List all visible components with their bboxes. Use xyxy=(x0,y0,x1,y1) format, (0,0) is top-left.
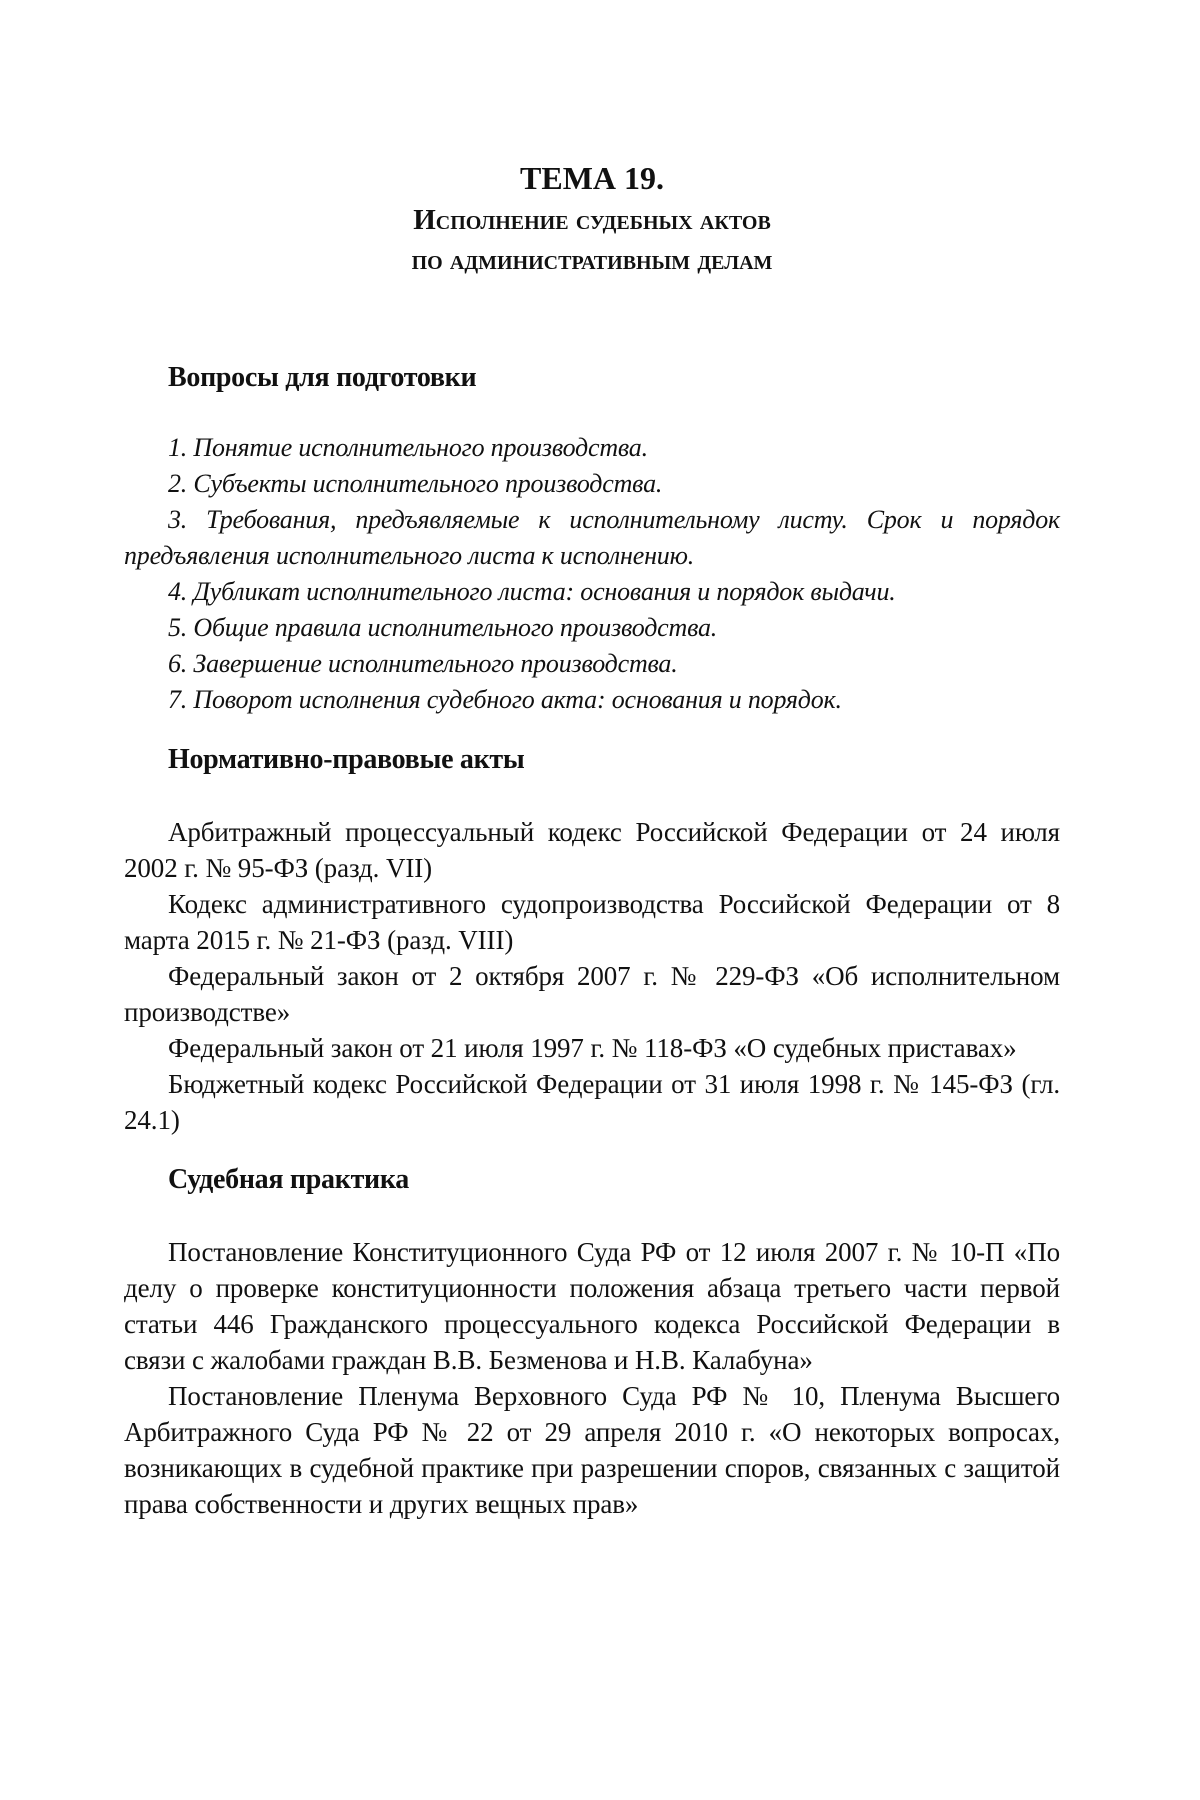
normative-act-item: Бюджетный кодекс Российской Федерации от 31 июля 1998 г. № 145-ФЗ (гл. 24.1) xyxy=(124,1069,1060,1135)
question-item: 7. Поворот исполнения судебного акта: основания и порядок. xyxy=(168,685,842,714)
question-item: 1. Понятие исполнительного производства. xyxy=(168,433,648,462)
normative-act-item: Федеральный закон от 2 октября 2007 г. № 229-ФЗ «Об исполнительном производстве» xyxy=(124,961,1060,1027)
topic-title-line-2: по административным делам xyxy=(411,244,773,276)
question-item: 5. Общие правила исполнительного производства. xyxy=(168,613,718,642)
court-practice-list xyxy=(124,1234,1060,1522)
court-practice-heading: Судебная практика xyxy=(168,1164,409,1195)
normative-acts-heading: Нормативно-правовые акты xyxy=(168,744,525,775)
normative-act-item: Федеральный закон от 21 июля 1997 г. № 118-ФЗ «О судебных приставах» xyxy=(168,1033,1017,1063)
questions-heading: Вопросы для подготовки xyxy=(168,362,477,393)
question-item: 2. Субъекты исполнительного производства. xyxy=(168,469,663,498)
normative-act-item: Арбитражный процессуальный кодекс Российской Федерации от 24 июля 2002 г. № 95-ФЗ (разд. VII) xyxy=(124,817,1060,883)
normative-act-item: Кодекс административного судопроизводства Российской Федерации от 8 марта 2015 г. № 21-ФЗ (разд. VIII) xyxy=(124,889,1060,955)
topic-number: ТЕМА 19. xyxy=(520,160,664,196)
questions-list xyxy=(124,430,1060,718)
court-practice-item: Постановление Конституционного Суда РФ от 12 июля 2007 г. № 10-П «По делу о проверке конституционности положения абзаца третьего части первой статьи 446 Гражданского процессуального кодекса Российской Федерации в связи с жалобами граждан В.В. Безменова и Н.В. Калабуна» xyxy=(124,1237,1060,1375)
topic-title-line-1: Исполнение судебных актов xyxy=(413,204,771,236)
court-practice-item: Постановление Пленума Верховного Суда РФ № 10, Пленума Высшего Арбитражного Суда РФ № 22 от 29 апреля 2010 г. «О некоторых вопросах, возникающих в судебной практике при разрешении споров, связанных с защитой права собственности и других вещных прав» xyxy=(124,1381,1060,1519)
question-item: 4. Дубликат исполнительного листа: основания и порядок выдачи. xyxy=(168,577,896,606)
question-item: 3. Требования, предъявляемые к исполнительному листу. Срок и порядок предъявления исполнительного листа к исполнению. xyxy=(124,505,1060,570)
page-content xyxy=(124,158,1060,1522)
question-item: 6. Завершение исполнительного производства. xyxy=(168,649,678,678)
normative-acts-list xyxy=(124,814,1060,1138)
